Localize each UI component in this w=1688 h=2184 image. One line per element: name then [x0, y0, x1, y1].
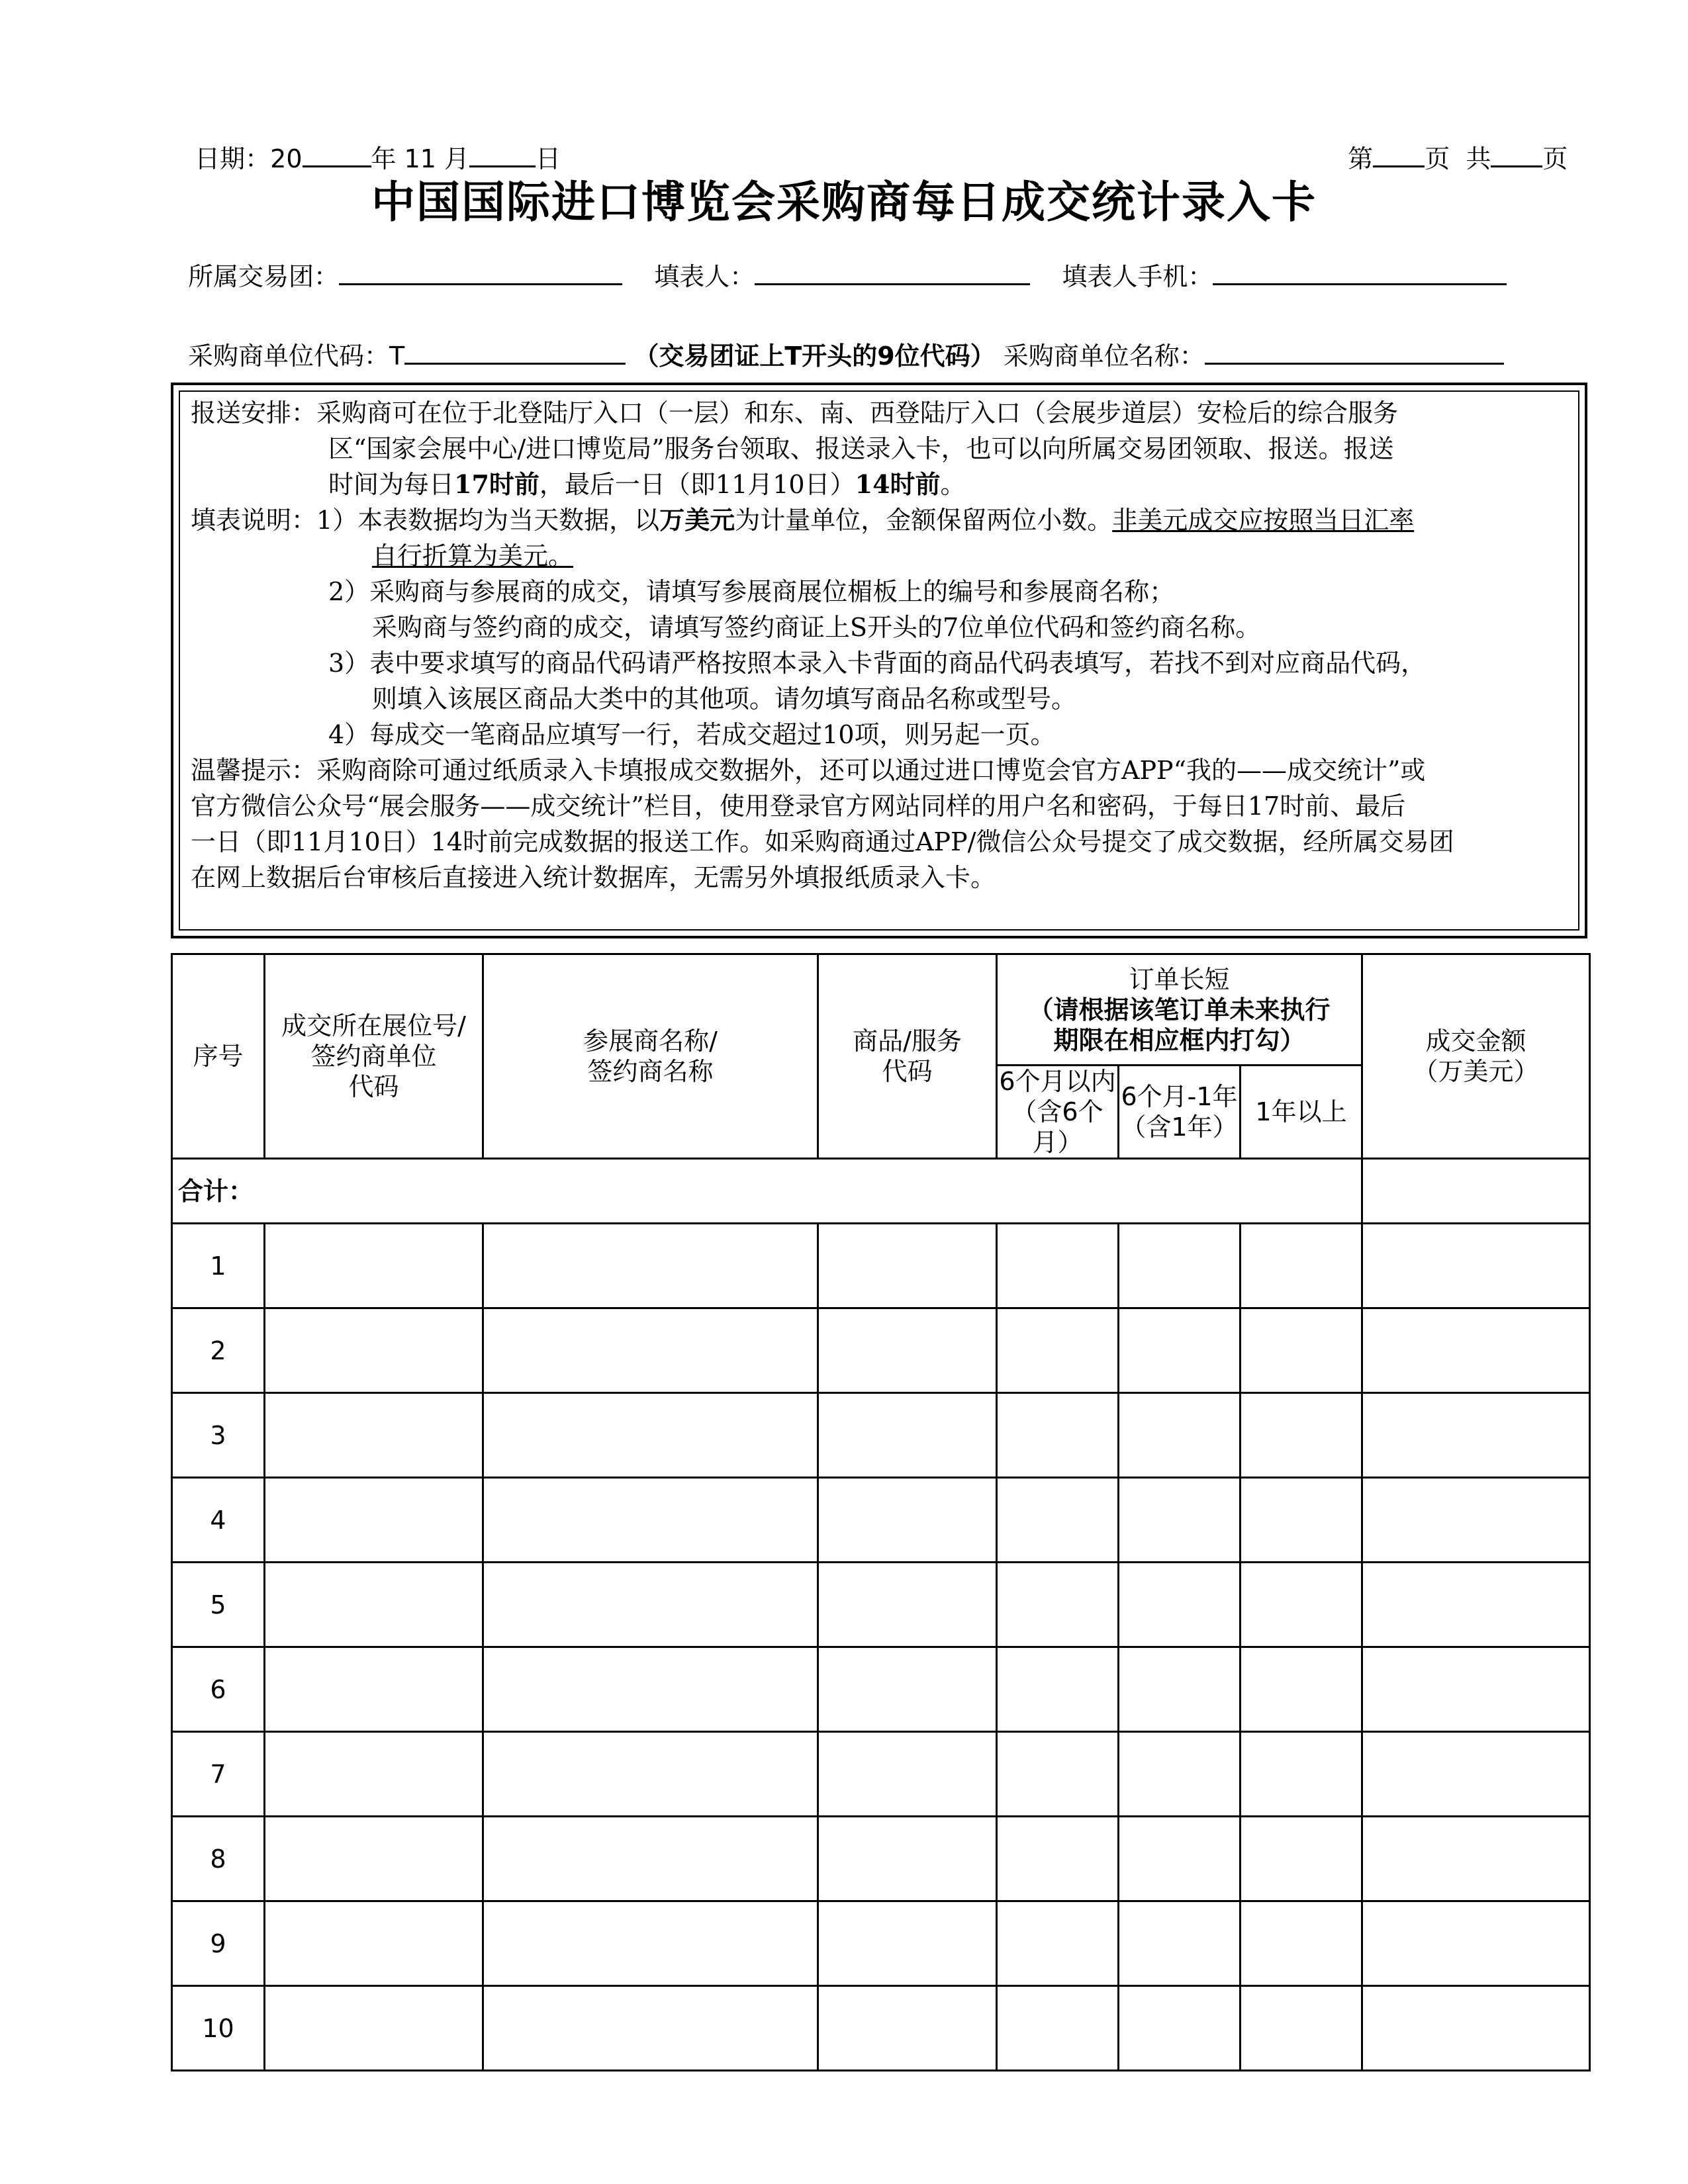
- exhibitor-name-cell[interactable]: [483, 1224, 818, 1308]
- booth-code-cell[interactable]: [265, 1901, 483, 1986]
- goods-code-cell[interactable]: [818, 1986, 997, 2071]
- date-year-blank[interactable]: [303, 140, 371, 167]
- fields-row-1: [188, 258, 1507, 292]
- order-6m-cell[interactable]: [997, 1224, 1119, 1308]
- header-exhibitor-line1: 参展商名称/: [583, 1026, 718, 1056]
- table-row: [172, 1478, 1590, 1563]
- header-seq: [172, 954, 265, 1159]
- goods-code-cell[interactable]: [818, 1393, 997, 1478]
- booth-code-cell[interactable]: [265, 1817, 483, 1901]
- table-row: [172, 1732, 1590, 1817]
- goods-code-cell[interactable]: [818, 1478, 997, 1563]
- header-goods-line1: 商品/服务: [853, 1026, 962, 1056]
- date-month-label: 年 11 月: [371, 144, 470, 173]
- amount-cell[interactable]: [1362, 1901, 1590, 1986]
- instr-line-8: 3）表中要求填写的商品代码请严格按照本录入卡背面的商品代码表填写，若找不到对应商品代码，: [328, 649, 1427, 678]
- header-amount: [1362, 954, 1590, 1159]
- booth-code-cell[interactable]: [265, 1986, 483, 2071]
- table-row: [172, 1563, 1590, 1647]
- amount-cell[interactable]: [1362, 1986, 1590, 2071]
- instr-line-3b: 17时前: [454, 469, 539, 499]
- amount-cell[interactable]: [1362, 1647, 1590, 1732]
- code-note: （交易团证上T开头的9位代码）: [633, 341, 996, 371]
- page-end-label: 页: [1542, 144, 1568, 173]
- exhibitor-name-cell[interactable]: [483, 1647, 818, 1732]
- table-row: [172, 1986, 1590, 2071]
- instr-line-9: 则填入该展区商品大类中的其他项。请勿填写商品名称或型号。: [372, 684, 1077, 713]
- booth-code-cell[interactable]: [265, 1732, 483, 1817]
- instr-line-13: 一日（即11月10日）14时前完成数据的报送工作。如采购商通过APP/微信公众号提交了成交数据，经所属交易团: [191, 827, 1454, 856]
- date-line: [179, 110, 561, 174]
- order-1y-plus-cell[interactable]: [1241, 1563, 1362, 1647]
- filler-field[interactable]: [755, 258, 1030, 285]
- instr-line-4d: 非美元成交应按照当日汇率: [1112, 506, 1415, 535]
- goods-code-cell[interactable]: [818, 1732, 997, 1817]
- goods-code-cell[interactable]: [818, 1817, 997, 1901]
- goods-code-cell[interactable]: [818, 1901, 997, 1986]
- order-6m-1y-cell[interactable]: [1119, 1901, 1241, 1986]
- order-6m-cell[interactable]: [997, 1647, 1119, 1732]
- booth-code-cell[interactable]: [265, 1563, 483, 1647]
- instr-line-3e: 。: [940, 470, 966, 499]
- instr-line-3: [328, 467, 966, 502]
- amount-cell[interactable]: [1362, 1308, 1590, 1393]
- order-6m-1y-cell[interactable]: [1119, 1732, 1241, 1817]
- instr-line-3a: 时间为每日: [328, 470, 455, 499]
- phone-field[interactable]: [1213, 258, 1507, 285]
- name-field[interactable]: [1205, 338, 1504, 365]
- amount-cell[interactable]: [1362, 1732, 1590, 1817]
- phone-label: 填表人手机：: [1062, 262, 1213, 291]
- instr-line-5-text: 自行折算为美元。: [372, 541, 574, 570]
- date-label: 日期：20: [195, 144, 303, 173]
- instr-line-4a: 填表说明：1）本表数据均为当天数据，以: [191, 506, 660, 535]
- order-1y-plus-cell[interactable]: [1241, 1732, 1362, 1817]
- table-row: [172, 1817, 1590, 1901]
- exhibitor-name-cell[interactable]: [483, 1563, 818, 1647]
- instr-line-14: 在网上数据后台审核后直接进入统计数据库，无需另外填报纸质录入卡。: [191, 863, 996, 892]
- header-booth-line3: 代码: [348, 1072, 399, 1101]
- order-1y-plus-cell[interactable]: [1241, 1817, 1362, 1901]
- header-order-line3: 期限在相应框内打勾）: [1053, 1025, 1305, 1055]
- row-seq: 6: [172, 1647, 265, 1732]
- order-6m-1y-cell[interactable]: [1119, 1647, 1241, 1732]
- order-6m-1y-cell[interactable]: [1119, 1563, 1241, 1647]
- instr-line-3d: 14时前: [855, 469, 941, 499]
- instr-line-4: [191, 503, 1414, 537]
- instr-line-12: 官方微信公众号“展会服务——成交统计”栏目，使用登录官方网站同样的用户名和密码，于每日17时前、最后: [191, 792, 1406, 821]
- order-6m-cell[interactable]: [997, 1478, 1119, 1563]
- instr-line-11: 温馨提示：采购商除可通过纸质录入卡填报成交数据外，还可以通过进口博览会官方APP“我的——成交统计”或: [191, 756, 1426, 785]
- page-total-label: 页 共: [1425, 144, 1491, 173]
- order-6m-1y-cell[interactable]: [1119, 1817, 1241, 1901]
- order-6m-cell[interactable]: [997, 1308, 1119, 1393]
- order-6m-1y-cell[interactable]: [1119, 1478, 1241, 1563]
- order-6m-cell[interactable]: [997, 1817, 1119, 1901]
- header-booth-line1: 成交所在展位号/: [281, 1011, 466, 1040]
- instr-line-5: [372, 539, 573, 573]
- header-order-line1: 订单长短: [1129, 964, 1230, 994]
- fields-row-2: [188, 338, 1504, 371]
- header-booth-line2: 签约商单位: [310, 1042, 437, 1071]
- order-6m-cell[interactable]: [997, 1986, 1119, 2071]
- order-1y-plus-cell[interactable]: [1241, 1901, 1362, 1986]
- order-6m-1y-cell[interactable]: [1119, 1308, 1241, 1393]
- row-seq: 4: [172, 1478, 265, 1563]
- instr-line-2: 区“国家会展中心/进口博览局”服务台领取、报送录入卡，也可以向所属交易团领取、报送。报送: [328, 434, 1394, 463]
- instr-line-3c: ，最后一日（即11月10日）: [539, 470, 855, 499]
- order-1y-plus-cell[interactable]: [1241, 1478, 1362, 1563]
- order-6m-cell[interactable]: [997, 1732, 1119, 1817]
- subheader-within-6m-line2: （含6个月）: [1011, 1097, 1103, 1157]
- header-goods-line2: 代码: [882, 1057, 933, 1086]
- header-seq-text: 序号: [193, 1042, 244, 1071]
- date-day-blank[interactable]: [469, 140, 536, 167]
- amount-cell[interactable]: [1362, 1393, 1590, 1478]
- exhibitor-name-cell[interactable]: [483, 1732, 818, 1817]
- booth-code-cell[interactable]: [265, 1647, 483, 1732]
- row-seq: 8: [172, 1817, 265, 1901]
- goods-code-cell[interactable]: [818, 1647, 997, 1732]
- instr-line-6: 2）采购商与参展商的成交，请填写参展商展位楣板上的编号和参展商名称；: [328, 577, 1175, 606]
- subheader-6m-1y: [1119, 1066, 1241, 1159]
- order-6m-cell[interactable]: [997, 1901, 1119, 1986]
- exhibitor-name-cell[interactable]: [483, 1393, 818, 1478]
- order-1y-plus-cell[interactable]: [1241, 1393, 1362, 1478]
- goods-code-cell[interactable]: [818, 1224, 997, 1308]
- subheader-6m-1y-line2: （含1年）: [1121, 1113, 1238, 1142]
- group-label: 所属交易团：: [188, 262, 340, 291]
- table-row: [172, 1393, 1590, 1478]
- amount-cell[interactable]: [1362, 1224, 1590, 1308]
- page-title: 中国国际进口博览会采购商每日成交统计录入卡: [371, 177, 1317, 228]
- name-label: 采购商单位名称：: [1003, 341, 1205, 371]
- order-6m-cell[interactable]: [997, 1563, 1119, 1647]
- booth-code-cell[interactable]: [265, 1308, 483, 1393]
- total-amount-cell[interactable]: [1362, 1159, 1590, 1224]
- order-1y-plus-cell[interactable]: [1241, 1308, 1362, 1393]
- subheader-over-1y-text: 1年以上: [1255, 1097, 1347, 1126]
- code-label: 采购商单位代码：T: [188, 341, 405, 371]
- exhibitor-name-cell[interactable]: [483, 1901, 818, 1986]
- order-6m-1y-cell[interactable]: [1119, 1224, 1241, 1308]
- table-row: [172, 1901, 1590, 1986]
- instr-line-1: 报送安排：采购商可在位于北登陆厅入口（一层）和东、南、西登陆厅入口（会展步道层）安检后的综合服务: [191, 398, 1399, 428]
- total-label: 合计：: [172, 1159, 1362, 1224]
- amount-cell[interactable]: [1362, 1563, 1590, 1647]
- row-seq: 7: [172, 1732, 265, 1817]
- booth-code-cell[interactable]: [265, 1478, 483, 1563]
- exhibitor-name-cell[interactable]: [483, 1478, 818, 1563]
- deal-table: [171, 953, 1591, 2071]
- header-order: [997, 954, 1362, 1066]
- header-exhibitor-line2: 签约商名称: [587, 1057, 714, 1086]
- order-1y-plus-cell[interactable]: [1241, 1647, 1362, 1732]
- header-amount-line1: 成交金额: [1425, 1026, 1526, 1056]
- table-row: [172, 1224, 1590, 1308]
- instr-line-7: 采购商与签约商的成交，请填写签约商证上S开头的7位单位代码和签约商名称。: [372, 613, 1261, 642]
- row-seq: 9: [172, 1901, 265, 1986]
- booth-code-cell[interactable]: [265, 1393, 483, 1478]
- header-exhibitor: [483, 954, 818, 1159]
- date-day-label: 日: [536, 144, 561, 173]
- exhibitor-name-cell[interactable]: [483, 1986, 818, 2071]
- row-seq: 1: [172, 1224, 265, 1308]
- goods-code-cell[interactable]: [818, 1308, 997, 1393]
- table-row: [172, 1308, 1590, 1393]
- booth-code-cell[interactable]: [265, 1224, 483, 1308]
- page-number-blank[interactable]: [1373, 140, 1425, 167]
- instr-line-4c: 为计量单位，金额保留两位小数。: [735, 506, 1113, 535]
- header-goods: [818, 954, 997, 1159]
- page-label: 第: [1348, 144, 1374, 173]
- goods-code-cell[interactable]: [818, 1563, 997, 1647]
- code-field[interactable]: [404, 338, 626, 365]
- row-seq: 3: [172, 1393, 265, 1478]
- filler-label: 填表人：: [654, 262, 755, 291]
- order-6m-1y-cell[interactable]: [1119, 1986, 1241, 2071]
- order-1y-plus-cell[interactable]: [1241, 1224, 1362, 1308]
- instr-line-10: 4）每成交一笔商品应填写一行，若成交超过10项，则另起一页。: [328, 720, 1056, 749]
- group-field[interactable]: [339, 258, 622, 285]
- header-amount-line2: （万美元）: [1413, 1057, 1539, 1086]
- header-booth: [265, 954, 483, 1159]
- amount-cell[interactable]: [1362, 1478, 1590, 1563]
- order-6m-cell[interactable]: [997, 1393, 1119, 1478]
- table-row: [172, 1647, 1590, 1732]
- order-6m-1y-cell[interactable]: [1119, 1393, 1241, 1478]
- row-seq: 5: [172, 1563, 265, 1647]
- row-seq: 2: [172, 1308, 265, 1393]
- subheader-over-1y: [1241, 1066, 1362, 1159]
- page-count-line: [1332, 110, 1568, 174]
- subheader-6m-1y-line1: 6个月-1年: [1121, 1082, 1238, 1111]
- exhibitor-name-cell[interactable]: [483, 1817, 818, 1901]
- subheader-within-6m-line1: 6个月以内: [999, 1067, 1116, 1096]
- header-order-line2: （请根据该笔订单未来执行: [1028, 995, 1331, 1024]
- order-1y-plus-cell[interactable]: [1241, 1986, 1362, 2071]
- row-seq: 10: [172, 1986, 265, 2071]
- total-row: [172, 1159, 1590, 1224]
- subheader-within-6m: [997, 1066, 1119, 1159]
- exhibitor-name-cell[interactable]: [483, 1308, 818, 1393]
- instr-line-4b: 万美元: [659, 505, 735, 535]
- page-total-blank[interactable]: [1491, 140, 1542, 167]
- amount-cell[interactable]: [1362, 1817, 1590, 1901]
